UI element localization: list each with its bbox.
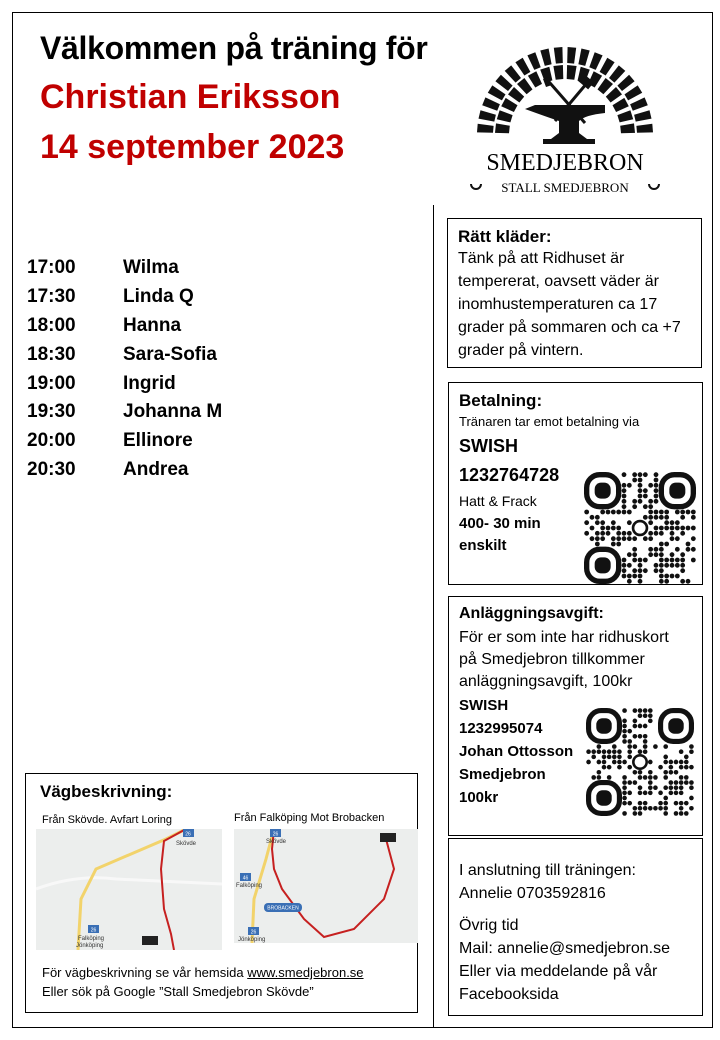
arch-stone [609, 65, 625, 82]
slot-name: Linda Q [123, 286, 194, 308]
arch-stone [488, 85, 506, 100]
clothes-heading: Rätt kläder: [458, 227, 552, 246]
slot-name: Sara-Sofia [123, 343, 217, 365]
arch-stone [636, 124, 653, 133]
svg-text:Falköping: Falköping [78, 936, 105, 942]
arch-stone [630, 97, 648, 110]
arch-stone [527, 52, 540, 70]
svg-text:26: 26 [90, 927, 97, 934]
contact-line: Övrig tid [459, 917, 519, 934]
map-from-skovde[interactable] [36, 829, 222, 950]
svg-text:Jönköping: Jönköping [238, 937, 266, 943]
arch-stone [600, 58, 615, 76]
svg-text:46: 46 [242, 875, 249, 882]
slot-time: 18:30 [27, 343, 76, 365]
svg-text:Jönköping: Jönköping [76, 943, 104, 949]
payment-method: SWISH [459, 436, 519, 456]
payment-price: 400- 30 min [459, 515, 541, 532]
slot-name: Ingrid [123, 372, 176, 394]
arch-stone [515, 58, 530, 76]
slot-name: Hanna [123, 314, 182, 336]
slot-name: Johanna M [123, 401, 223, 423]
arch-stone [613, 98, 629, 112]
arch-stone [553, 65, 563, 80]
slot-time: 19:30 [27, 401, 76, 423]
horse-marker-icon [142, 936, 158, 945]
slot-time: 20:00 [27, 430, 76, 452]
welcome-heading: Välkommen på träning för [40, 30, 428, 66]
arch-stone [578, 49, 589, 66]
payment-heading: Betalning: [459, 391, 543, 410]
arch-stone [540, 49, 551, 66]
contact-email[interactable]: Mail: annelie@smedjebron.se [459, 940, 671, 957]
schedule-row [27, 456, 222, 485]
arch-stone [589, 52, 602, 70]
svg-text:26: 26 [250, 929, 257, 936]
arch-stone [495, 123, 510, 133]
directions-box [25, 773, 418, 1013]
clothes-text: Tänk på att Ridhuset är tempererat, oavsett väder är inomhustemperaturen ca 17 grader på sommaren och ca +7 grader på vintern. [458, 250, 681, 359]
slot-name: Wilma [123, 257, 179, 279]
slot-name: Ellinore [123, 430, 193, 452]
arch-stone [634, 110, 651, 121]
schedule-row [27, 340, 222, 369]
map-from-falkoping[interactable] [234, 829, 418, 943]
slot-time: 19:00 [27, 372, 76, 394]
logo-subtitle: STALL SMEDJEBRON [501, 180, 629, 195]
slot-time: 20:30 [27, 458, 76, 480]
map1-caption: Från Skövde. Avfart Loring [42, 814, 173, 826]
contact-line: Facebooksida [459, 986, 559, 1003]
arch-stone [479, 110, 496, 121]
map2-caption: Från Falköping Mot Brobacken [234, 812, 385, 824]
arch-stone [567, 65, 577, 80]
svg-text:Falköping: Falköping [236, 883, 263, 889]
svg-text:BROBACKEN: BROBACKEN [267, 905, 299, 912]
arch-stone [567, 47, 576, 64]
clothes-box [447, 218, 702, 368]
arch-stone [508, 87, 524, 103]
facility-fee-heading: Anläggningsavgift: [459, 605, 604, 622]
smedjebron-logo [455, 35, 675, 205]
slot-time: 17:30 [27, 286, 76, 308]
slot-time: 18:00 [27, 314, 76, 336]
logo-name: SMEDJEBRON [486, 150, 644, 176]
trainer-name: Christian Eriksson [40, 78, 341, 116]
arch-stone [505, 65, 521, 82]
facility-fee-payment: SWISH 1232995074 Johan Ottosson Smedjebron 100kr [459, 697, 574, 806]
directions-heading: Vägbeskrivning: [40, 782, 173, 801]
schedule-row [27, 427, 222, 456]
schedule-list [27, 254, 222, 484]
contact-line: Eller via meddelande på vår [459, 963, 658, 980]
column-divider [433, 205, 434, 1028]
swish-qr-code[interactable] [584, 472, 696, 584]
arch-stone [617, 75, 634, 91]
website-link[interactable]: www.smedjebron.se [247, 965, 364, 980]
facility-fee-text: För er som inte har ridhuskort på Smedjebron tillkommer anläggningsavgift, 100kr [459, 629, 669, 690]
horseshoe-icon [471, 184, 481, 189]
arch-stone [495, 75, 512, 91]
payment-price-type: enskilt [459, 537, 507, 554]
arch-stone [598, 78, 614, 94]
arch-stone [625, 85, 643, 100]
arch-stone [528, 71, 542, 87]
schedule-row [27, 312, 222, 341]
horseshoe-icon [649, 184, 659, 189]
arch-stone [497, 110, 513, 122]
contact-line: I anslutning till träningen: [459, 862, 636, 879]
contact-box [448, 838, 703, 1016]
schedule-row [27, 283, 222, 312]
arch-stone [477, 124, 494, 133]
svg-text:Skövde: Skövde [266, 839, 287, 845]
arch-stone [617, 110, 633, 122]
arch-stone [554, 47, 563, 64]
arch-stone [501, 98, 517, 112]
schedule-row [27, 369, 222, 398]
schedule-row [27, 254, 222, 283]
payment-item: Hatt & Frack [459, 493, 537, 509]
swish-logo-icon [633, 521, 647, 535]
payment-number: 1232764728 [459, 465, 560, 485]
svg-text:26: 26 [185, 831, 191, 838]
slot-name: Andrea [123, 458, 189, 480]
horse-marker-icon [380, 833, 396, 842]
directions-footer: För vägbeskrivning se vår hemsida www.smedjebron.se Eller sök på Google ”Stall Smedjebron Skövde” [42, 965, 364, 999]
payment-intro: Tränaren tar emot betalning via [459, 414, 640, 429]
contact-phone: Annelie 0703592816 [459, 885, 606, 902]
svg-text:Skövde: Skövde [176, 841, 197, 847]
facility-swish-qr-code[interactable] [586, 708, 694, 816]
swish-logo-icon [633, 755, 646, 768]
svg-text:26: 26 [272, 831, 279, 838]
arch-stone [606, 87, 622, 103]
arch-stone [517, 78, 533, 94]
schedule-row [27, 398, 222, 427]
slot-time: 17:00 [27, 257, 76, 279]
arch-stone [482, 97, 500, 110]
training-date: 14 september 2023 [40, 128, 345, 166]
arch-stone [620, 123, 635, 133]
